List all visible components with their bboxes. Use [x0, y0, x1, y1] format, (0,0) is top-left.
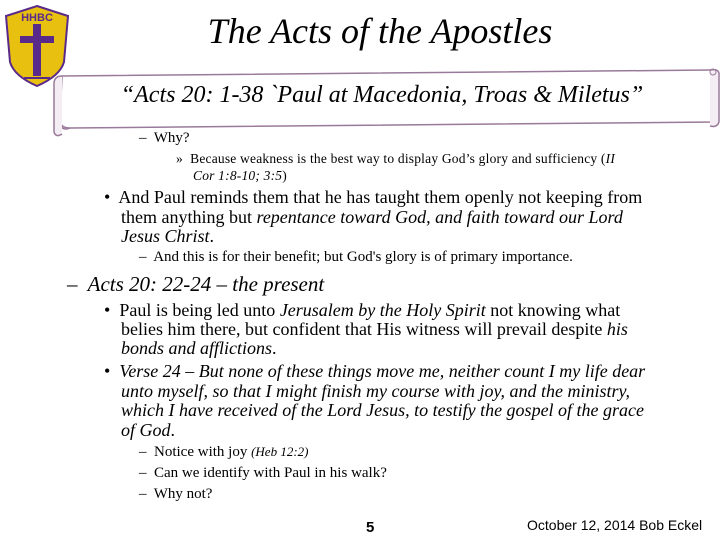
because-item	[176, 151, 615, 167]
page-number: 5	[366, 519, 375, 536]
because-ref-2: Cor 1:8-10; 3:5	[193, 168, 283, 183]
banner-text: “Acts 20: 1-38 `Paul at Macedonia, Troas & Miletus”	[120, 82, 644, 108]
verse-line-3: which I have received of the Lord Jesus, to testify the gospel of the grace	[121, 400, 645, 420]
footer-date: October 12, 2014 Bob Eckel	[527, 517, 703, 533]
paul-reminds-line-1: And Paul reminds them that he has taught them openly not keeping from	[118, 187, 643, 207]
verse-item	[104, 361, 645, 382]
because-ref-1: II	[605, 151, 616, 166]
dash-marker: –	[139, 486, 147, 502]
verse-line-2: unto myself, so that I might finish my course with joy, and the ministry,	[121, 381, 630, 401]
belies-text: belies him there, but confident that His witness will prevail despite	[121, 319, 607, 339]
jesus-christ-text: Jesus Christ	[121, 226, 210, 246]
paul-led-line-2	[121, 319, 628, 340]
verse-line-4	[121, 420, 175, 441]
period: .	[170, 420, 175, 440]
section-heading	[67, 272, 324, 297]
because-close: )	[282, 168, 287, 183]
heading-text: Acts 20: 22-24 – the present	[87, 272, 325, 296]
paul-reminds-italic: repentance toward God, and faith toward our Lord	[256, 207, 623, 227]
benefit-item	[139, 249, 573, 266]
why-text: Why?	[153, 130, 190, 146]
sub-marker: »	[176, 151, 183, 166]
paul-led-italic: Jerusalem by the Holy Spirit	[279, 300, 486, 320]
why-not-item	[139, 486, 212, 503]
dash-marker: –	[139, 465, 147, 481]
paul-led-line-3	[121, 338, 277, 359]
paul-reminds-item	[104, 187, 642, 208]
dash-marker: –	[67, 272, 78, 296]
paul-reminds-text: them anything but	[121, 207, 257, 227]
dash-marker: –	[139, 130, 147, 146]
why-item	[139, 130, 190, 147]
period: .	[209, 226, 215, 246]
bonds-text: bonds and afflictions	[121, 338, 273, 358]
paul-led-item	[104, 300, 620, 321]
why-not-text: Why not?	[153, 486, 213, 502]
identify-item	[139, 465, 387, 482]
because-continuation	[193, 168, 287, 184]
logo-text: HHBC	[21, 12, 53, 24]
slide-title: The Acts of the Apostles	[207, 11, 553, 51]
paul-led-end: not knowing what	[485, 300, 621, 320]
because-text: Because weakness is the best way to display God’s glory and sufficiency (	[190, 151, 606, 166]
dash-marker: –	[139, 444, 147, 460]
bullet-marker: •	[104, 187, 111, 207]
paul-reminds-line-3	[121, 226, 214, 247]
notice-item	[139, 444, 308, 461]
benefit-text: And this is for their benefit; but God's glory is of primary importance.	[153, 249, 573, 265]
notice-text: Notice with joy	[154, 444, 252, 460]
dash-marker: –	[139, 249, 147, 265]
verse-line-1: Verse 24 – But none of these things move me, neither count I my life dear	[119, 361, 646, 381]
notice-ref: (Heb 12:2)	[251, 444, 309, 459]
identify-text: Can we identify with Paul in his walk?	[154, 465, 387, 481]
of-god-text: of God	[121, 420, 171, 440]
paul-led-text: Paul is being led unto	[119, 300, 280, 320]
bullet-marker: •	[104, 361, 111, 381]
period: .	[272, 338, 277, 358]
paul-reminds-line-2	[121, 207, 623, 228]
bullet-marker: •	[104, 300, 111, 320]
his-text: his	[606, 319, 628, 339]
